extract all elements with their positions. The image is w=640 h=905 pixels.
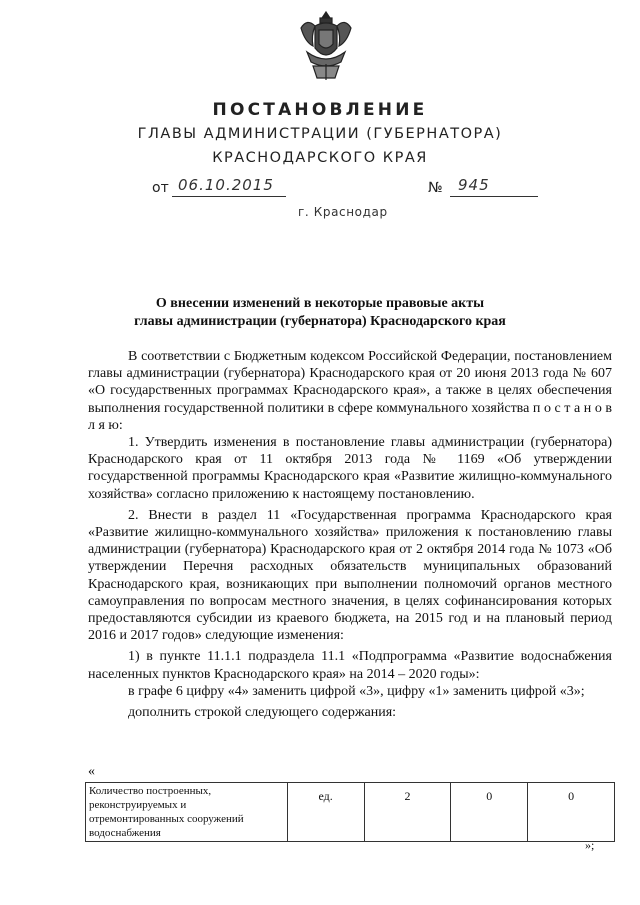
issuer-heading: ГЛАВЫ АДМИНИСТРАЦИИ (ГУБЕРНАТОРА): [137, 126, 503, 142]
handwritten-number: 945: [458, 176, 490, 194]
inserted-table: [85, 782, 615, 842]
title-line-1: О внесении изменений в некоторые правовые акты: [155, 296, 485, 311]
document-title: [0, 295, 640, 331]
city-label: г. Краснодар: [298, 205, 388, 219]
document-type-heading: ПОСТАНОВЛЕНИЕ: [212, 100, 428, 120]
number-label: №: [428, 180, 443, 196]
replace-digits-paragraph: в графе 6 цифру «4» заменить цифрой «3», цифру «1» заменить цифрой «3»;: [128, 683, 585, 699]
value-cell-2: 0: [451, 783, 528, 842]
value-cell-3: 0: [528, 783, 615, 842]
unit-cell: ед.: [287, 783, 364, 842]
preamble-paragraph: В соответствии с Бюджетным кодексом Российской Федерации, постановлением главы администрации (губернатора) Краснодарского края от 20 июня 2013 года № 607 «О государственных программах Краснодарского края», а также в целях обеспечения выполнения государственной политики в сфере коммунального хозяйства п о с т а н о в л я ю:: [88, 349, 612, 433]
item-1-paragraph: 1. Утвердить изменения в постановление главы администрации (губернатора) Краснодарского края от 11 октября 2013 года № 1169 «Об утверждении государственной программы Краснодарского края «Развитие жилищно-коммунального хозяйства» согласно приложению к настоящему постановлению.: [88, 435, 612, 502]
region-heading: КРАСНОДАРСКОГО КРАЯ: [212, 150, 428, 166]
indicator-name-cell: Количество построенных, реконструируемых и отремонтированных сооружений водоснабжения: [86, 783, 288, 842]
opening-quote: «: [88, 764, 95, 779]
value-cell-1: 2: [364, 783, 451, 842]
document-body: [88, 348, 612, 721]
item-2-paragraph: 2. Внести в раздел 11 «Государственная программа Краснодарского края «Развитие жилищно-коммунального хозяйства» приложения к постановлению главы администрации (губернатора) Краснодарского края от 2 октября 2014 года № 1073 «Об утверждении Перечня расходных обязательств муниципальных образований Краснодарского края, возникающих при выполнении полномочий органов местного самоуправления по вопросам местного значения, в целях софинансирования которых предоставляются субсидии из краевого бюджета, на 2015 год и на плановый период 2016 и 2017 годов» следующие изменения:: [88, 507, 612, 644]
subitem-1-paragraph: 1) в пункте 11.1.1 подраздела 11.1 «Подпрограмма «Развитие водоснабжения населенных пунктов Краснодарского края» на 2014 – 2020 годы»:: [88, 649, 612, 682]
table-row: [86, 783, 615, 842]
closing-quote: »;: [585, 838, 595, 852]
date-number-row: [0, 178, 640, 208]
title-line-2: главы администрации (губернатора) Краснодарского края: [134, 314, 506, 329]
number-underline: [450, 196, 538, 197]
handwritten-date: 06.10.2015: [178, 176, 274, 194]
add-row-paragraph: дополнить строкой следующего содержания:: [128, 705, 397, 721]
date-underline: [172, 196, 286, 197]
coat-of-arms-emblem: [293, 8, 359, 84]
date-label: от: [152, 180, 169, 196]
